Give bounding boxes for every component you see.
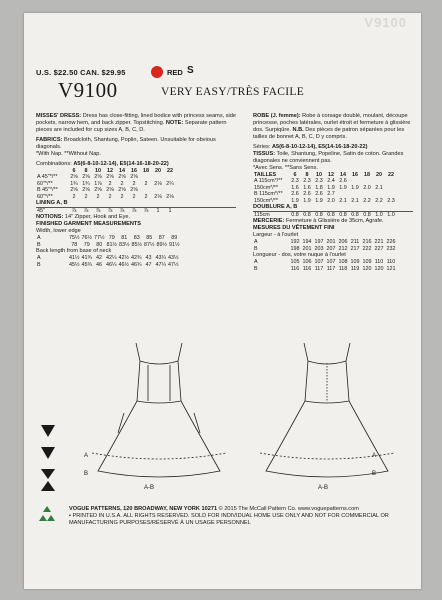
table-cell: 2⅝ <box>70 187 78 194</box>
table-cell: 2 <box>96 193 100 200</box>
table-cell: 87½ <box>144 241 155 248</box>
table-cell: 0.8 <box>363 212 371 219</box>
row-label: 60"*/** <box>37 193 53 200</box>
note-label-fr: N.B. <box>292 127 304 133</box>
recycle-icon <box>36 504 58 526</box>
table-cell: 107 <box>326 259 336 266</box>
table-cell: 201 <box>326 239 336 246</box>
width-label: Width, lower edge <box>36 228 81 235</box>
table-cell: 2.6 <box>291 191 299 198</box>
notions-label: NOTIONS: <box>36 214 64 221</box>
size-header: 10 <box>95 168 101 174</box>
table-cell: 1 <box>168 208 172 215</box>
row-label: 60"*/** <box>37 180 53 187</box>
table-cell: 121 <box>386 265 396 272</box>
table-cell: 109 <box>362 259 372 266</box>
row-label: B 115cm*/** <box>254 191 283 198</box>
table-cell: 76½ <box>81 235 92 242</box>
table-cell: 1.9 <box>291 197 299 204</box>
series-text: A5(6-8-10-12-14), E5(14-16-18-20-22) <box>271 144 368 150</box>
table-cell: 2⅝ <box>106 187 114 194</box>
size-label: S <box>187 65 194 76</box>
table-cell: 2⅛ <box>154 180 162 187</box>
row-label: B <box>254 245 258 252</box>
table-cell: 46¼ <box>106 261 117 268</box>
table-cell: 108 <box>338 259 348 266</box>
back-label-a: A <box>372 453 377 459</box>
table-cell: 2.2 <box>363 197 371 204</box>
yardage-table-fr <box>253 172 397 204</box>
row-label: 45" <box>37 208 45 215</box>
description-body: Dress has close-fitting, lined bodice with princess seams, side pockets, narrow hem, and back zipper. Topstitching. <box>36 113 237 126</box>
table-cell: 2⅛ <box>166 193 174 200</box>
row-label: 115cm <box>254 212 270 219</box>
table-cell: 192 <box>290 239 300 246</box>
table-cell: ⅞ <box>71 208 77 215</box>
table-cell: 0.8 <box>303 212 311 219</box>
fabrics-label: FABRICS: <box>36 137 63 143</box>
lining-label-fr: DOUBLURE A, B <box>253 204 413 212</box>
table-cell: 89 <box>171 235 178 242</box>
finished-measurements-label: FINISHED GARMENT MEASUREMENTS <box>36 221 142 228</box>
table-cell: 2.0 <box>363 184 371 191</box>
table-cell: 0.8 <box>291 212 299 219</box>
table-cell: 91½ <box>169 241 180 248</box>
fabrics-text: Broadcloth, Shantung, Poplin, Sateen. Unsuitable for obvious diagonals. <box>36 137 216 150</box>
table-cell: 42½ <box>118 255 129 262</box>
table-cell: 2 <box>132 180 136 187</box>
table-cell: 2 <box>132 193 136 200</box>
watermark-text: V9100 <box>364 15 407 30</box>
table-cell: 203 <box>314 245 324 252</box>
table-cell: 81½ <box>106 241 117 248</box>
front-label-b: B <box>84 471 89 477</box>
mercerie-label: MERCERIE: <box>253 218 285 225</box>
table-cell: 1¾ <box>70 180 78 187</box>
table-cell: 79 <box>83 241 90 248</box>
size-header: 6 <box>293 172 297 178</box>
table-cell: 107 <box>314 259 324 266</box>
rights-notice: ▪ PRINTED IN U.S.A. ALL RIGHTS RESERVED. SOLD FOR INDIVIDUAL HOME USE ONLY AND NOT FOR COMMERCIAL OR MANUFACTURING PURPOSES/RÉSERVÉ À UN USAGE PERSONNEL <box>69 513 389 526</box>
row-label: A <box>37 235 41 242</box>
table-cell: 2¼ <box>166 180 174 187</box>
table-cell: 120 <box>362 265 372 272</box>
table-cell: 2⅝ <box>106 174 114 181</box>
table-cell: 2.3 <box>315 178 323 185</box>
size-header: 12 <box>328 172 334 178</box>
lining-label: LINING A, B <box>36 200 236 208</box>
size-header: 6 <box>72 168 76 174</box>
size-header: 22 <box>167 168 173 174</box>
note-label: NOTE: <box>165 120 184 126</box>
table-cell: 2 <box>108 180 112 187</box>
table-cell: 47 <box>145 261 152 268</box>
table-cell: 2.6 <box>339 178 347 185</box>
row-label: 150cm*/** <box>254 184 278 191</box>
table-cell: 105 <box>290 259 300 266</box>
table-cell: 221 <box>374 239 384 246</box>
table-cell: 2 <box>144 180 148 187</box>
table-cell: 1.9 <box>327 184 335 191</box>
back-length-label: Back length from base of neck <box>36 248 112 255</box>
tissus-label: TISSUS: <box>253 151 276 157</box>
table-cell: 2.6 <box>315 191 323 198</box>
table-cell: 2.3 <box>303 178 311 185</box>
table-cell: 2⅝ <box>82 187 90 194</box>
back-length-table-fr <box>253 259 397 272</box>
description <box>36 113 236 134</box>
table-cell: 77½ <box>94 235 105 242</box>
table-cell: 1.8 <box>315 184 323 191</box>
footer <box>69 506 414 527</box>
size-header: 8 <box>84 168 88 174</box>
table-cell: 2⅝ <box>82 174 90 181</box>
table-cell: 2⅝ <box>94 187 102 194</box>
nap-note: *With Nap. **Without Nap. <box>36 151 101 157</box>
table-cell: 79 <box>108 235 115 242</box>
table-cell: 2.4 <box>327 178 335 185</box>
table-cell: 2⅝ <box>130 187 138 194</box>
mercerie-text: Fermeture à Glissière de 35cm, Agrafe. <box>285 218 384 225</box>
table-cell: 45½ <box>69 261 80 268</box>
table-cell: 2 <box>120 193 124 200</box>
table-cell: 0.8 <box>351 212 359 219</box>
width-table <box>36 235 181 248</box>
combinations <box>36 161 236 168</box>
table-cell: 2.3 <box>387 197 395 204</box>
row-label: A 45"*/** <box>37 174 58 181</box>
table-cell: 217 <box>350 245 360 252</box>
table-cell: 1.9 <box>315 197 323 204</box>
series-label: Séries: <box>253 144 271 150</box>
table-cell: 47½ <box>168 261 179 268</box>
width-label-fr: Largeur - à l'ourlet <box>253 232 299 239</box>
table-cell: 83 <box>133 235 140 242</box>
table-cell: 2.0 <box>327 197 335 204</box>
note-text: Separate pattern pieces are included for cup sizes A, B, C, D. <box>36 120 227 133</box>
table-cell: 110 <box>374 259 384 266</box>
table-cell: 42¼ <box>106 255 117 262</box>
table-cell: 216 <box>362 239 372 246</box>
combinations-label: Combinations: <box>36 161 72 167</box>
red-label: RED <box>167 68 183 77</box>
note-text-fr: Des pièces de patron séparées pour les tailles de bonnet A, B, C, D y compris. <box>253 127 405 140</box>
table-cell: ⅞ <box>143 208 149 215</box>
table-cell: 232 <box>386 245 396 252</box>
table-cell: 2⅝ <box>130 174 138 181</box>
table-cell: 119 <box>350 265 360 272</box>
pattern-number: V9100 <box>58 78 118 102</box>
table-cell: 117 <box>314 265 324 272</box>
table-cell: 42¾ <box>131 255 142 262</box>
size-header: 10 <box>316 172 322 178</box>
table-cell: 85 <box>146 235 153 242</box>
table-cell: 1⅞ <box>94 180 102 187</box>
table-cell: 201 <box>302 245 312 252</box>
size-header: 16 <box>131 168 137 174</box>
table-cell: 116 <box>290 265 300 272</box>
copyright: © 2015 The McCall Pattern Co. <box>218 506 297 512</box>
table-cell: 43¼ <box>155 255 166 262</box>
table-cell: 226 <box>386 239 396 246</box>
table-cell: 2.7 <box>327 191 335 198</box>
table-cell: 117 <box>326 265 336 272</box>
table-cell: 211 <box>350 239 360 246</box>
table-cell: 46¾ <box>131 261 142 268</box>
table-cell: ⅞ <box>131 208 137 215</box>
table-cell: 1 <box>156 208 160 215</box>
table-cell: 1.9 <box>351 184 359 191</box>
table-cell: 2⅝ <box>118 187 126 194</box>
table-cell: 41¾ <box>81 255 92 262</box>
table-cell: 2⅛ <box>154 193 162 200</box>
table-cell: 2⅝ <box>94 174 102 181</box>
table-cell: 2.1 <box>351 197 359 204</box>
back-caption: A-B <box>318 485 329 491</box>
table-cell: 207 <box>326 245 336 252</box>
finished-measurements-label-fr: MESURES DU VÊTEMENT FINI <box>253 225 335 232</box>
table-cell: 46½ <box>118 261 129 268</box>
publisher-address: VOGUE PATTERNS, 120 BROADWAY, NEW YORK 10271 <box>69 506 218 512</box>
table-cell: ⅞ <box>107 208 113 215</box>
table-cell: 1¾ <box>82 180 90 187</box>
size-header: 18 <box>364 172 370 178</box>
description-fr <box>253 113 413 141</box>
table-cell: 75½ <box>69 235 80 242</box>
table-cell: 2 <box>84 193 88 200</box>
notions <box>36 214 236 221</box>
table-cell: 222 <box>362 245 372 252</box>
table-cell: 87 <box>158 235 165 242</box>
description-title: MISSES' DRESS: <box>36 113 82 119</box>
front-caption: A-B <box>144 485 155 491</box>
size-header: 18 <box>143 168 149 174</box>
website: www.voguepatterns.com <box>297 506 359 512</box>
table-cell: 43 <box>145 255 152 262</box>
price-text: U.S. $22.50 CAN. $29.95 <box>36 68 126 77</box>
row-label: B 45"*/** <box>37 187 58 194</box>
size-header: 16 <box>352 172 358 178</box>
fabrics <box>36 137 236 151</box>
table-cell: 1.6 <box>291 184 299 191</box>
table-row <box>36 262 180 268</box>
table-cell: 0.8 <box>315 212 323 219</box>
table-cell: 46 <box>96 261 102 268</box>
row-label: A <box>254 239 258 246</box>
pattern-envelope-back <box>24 13 421 589</box>
back-length-label-fr: Longueur - dos, votre nuque à l'ourlet <box>253 252 346 259</box>
size-header: 22 <box>388 172 394 178</box>
table-cell: 1.6 <box>303 184 311 191</box>
back-view-sketch <box>252 333 402 493</box>
english-column <box>36 113 236 268</box>
yardage-table <box>36 168 176 200</box>
table-cell: 110 <box>386 259 396 266</box>
table-cell: 42 <box>96 255 102 262</box>
table-cell: ⅞ <box>83 208 89 215</box>
row-label: B <box>37 261 41 268</box>
table-cell: 2⅝ <box>118 174 126 181</box>
table-cell: 2 <box>108 193 112 200</box>
difficulty-label: VERY EASY/TRÈS FACILE <box>161 86 305 98</box>
table-cell: 2.3 <box>291 178 299 185</box>
table-cell: 2 <box>120 180 124 187</box>
red-dot-icon <box>151 66 163 78</box>
table-cell: 41½ <box>69 255 80 262</box>
table-cell: 1.0 <box>375 212 383 219</box>
table-cell: 2 <box>72 193 76 200</box>
table-cell: 198 <box>290 245 300 252</box>
table-cell: 45¾ <box>81 261 92 268</box>
table-cell: 120 <box>374 265 384 272</box>
back-length-table <box>36 255 180 268</box>
size-header: 20 <box>155 168 161 174</box>
table-cell: 2.2 <box>375 197 383 204</box>
table-cell: 43½ <box>168 255 179 262</box>
table-cell: 212 <box>338 245 348 252</box>
table-cell: 227 <box>374 245 384 252</box>
table-cell: 2.1 <box>339 197 347 204</box>
back-label-b: B <box>372 471 377 477</box>
size-header: 14 <box>119 168 125 174</box>
table-cell: 1.0 <box>387 212 395 219</box>
table-cell: 78 <box>71 241 78 248</box>
table-cell: 0.8 <box>339 212 347 219</box>
width-table-fr <box>253 239 397 252</box>
table-cell: 2.1 <box>375 184 383 191</box>
row-label: 150cm*/** <box>254 197 278 204</box>
tissus-text: Toile, Shantung, Popeline, Satin de coton. Grandes diagonales ne conviennent pas. <box>253 151 404 164</box>
table-cell: 197 <box>314 239 324 246</box>
table-cell: 2.6 <box>303 191 311 198</box>
row-label: B <box>254 265 258 272</box>
row-label: A <box>37 255 41 262</box>
table-cell: 109 <box>350 259 360 266</box>
sizes-label-fr: TAILLES <box>254 172 277 178</box>
description-title-fr: ROBE (J. femme): <box>253 113 301 119</box>
table-cell: 81 <box>121 235 128 242</box>
table-cell: 47¼ <box>155 261 166 268</box>
nap-arrows-icon <box>38 423 58 493</box>
table-row <box>253 266 397 272</box>
table-cell: 206 <box>338 239 348 246</box>
table-cell: 2⅝ <box>70 174 78 181</box>
table-cell: ⅞ <box>119 208 125 215</box>
description-body-fr: Robe à corsage doublé, moulant, découpe princesse, poches latérales, ourlet étroit et fermeture à glissière dos. Surpiqûre. <box>253 113 411 133</box>
combinations-text: A5(6-8-10-12-14), E5(14-16-18-20-22) <box>73 161 169 167</box>
table-cell: 194 <box>302 239 312 246</box>
row-label: A <box>254 259 258 266</box>
table-cell: 89½ <box>156 241 167 248</box>
series <box>253 144 413 151</box>
french-column <box>253 113 413 272</box>
nap-note-fr: *Avec Sens. **Sans Sens. <box>253 165 318 171</box>
front-label-a: A <box>84 453 89 459</box>
size-header: 12 <box>107 168 113 174</box>
size-header: 20 <box>376 172 382 178</box>
table-cell: 2 <box>144 193 148 200</box>
table-cell: 116 <box>302 265 312 272</box>
front-view-sketch <box>84 333 234 493</box>
table-cell: 1.9 <box>303 197 311 204</box>
table-cell: ⅞ <box>95 208 101 215</box>
table-cell: 83½ <box>119 241 130 248</box>
size-header: 8 <box>305 172 309 178</box>
table-cell: 106 <box>302 259 312 266</box>
table-cell: 85½ <box>131 241 142 248</box>
table-cell: 1.9 <box>339 184 347 191</box>
row-label: B <box>37 241 41 248</box>
tissus <box>253 151 413 165</box>
table-cell: 80 <box>96 241 103 248</box>
table-cell: 0.8 <box>327 212 335 219</box>
row-label: A 115cm*/** <box>254 178 283 185</box>
notions-text: 14" Zipper, Hook and Eye. <box>64 214 131 221</box>
size-header: 14 <box>340 172 346 178</box>
table-cell: 118 <box>338 265 348 272</box>
